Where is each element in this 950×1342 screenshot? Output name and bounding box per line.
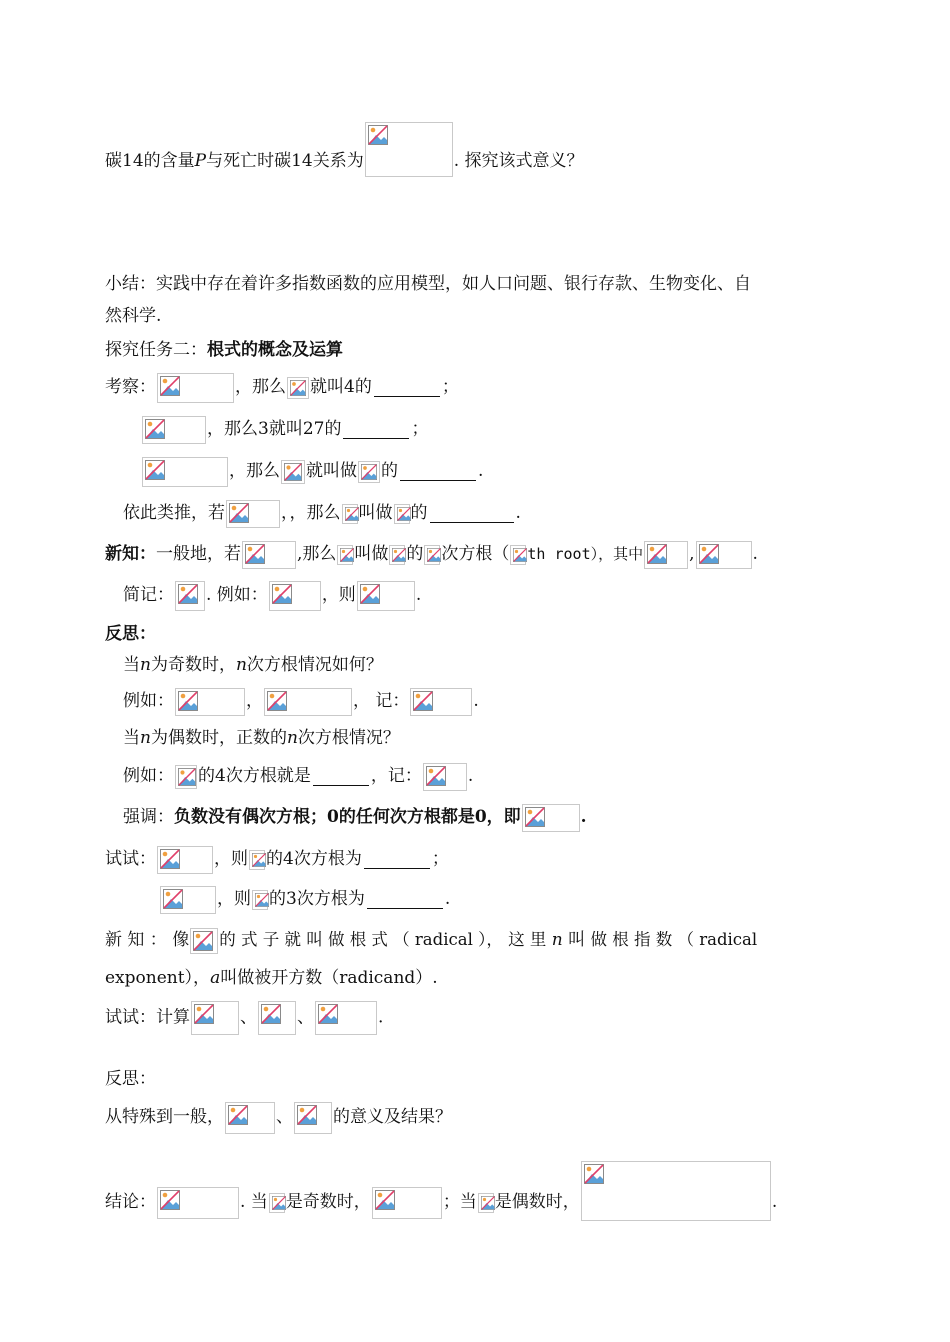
text: ，，那么	[281, 503, 341, 523]
reflect-heading-2	[105, 1063, 156, 1095]
formula-image-icon	[175, 688, 245, 716]
text: 的	[406, 544, 424, 564]
text: ，	[246, 691, 263, 711]
text: 的 式 子 就 叫 做 根 式 （ radical ）， 这 里	[219, 930, 547, 949]
carbon-14-line	[105, 122, 584, 171]
text: ,那么	[297, 544, 337, 564]
formula-image-icon	[365, 122, 453, 177]
formula-image-icon	[294, 1102, 332, 1134]
text: 叫做被开方数（radicand）.	[220, 968, 438, 988]
formula-image-icon	[510, 545, 526, 565]
text: ；当	[442, 1192, 477, 1212]
emphasis-line	[123, 801, 587, 833]
text: ，则	[217, 889, 251, 909]
fill-blank[interactable]	[343, 420, 409, 439]
formula-image-icon	[342, 504, 358, 524]
text: 的	[381, 461, 398, 481]
new-knowledge-line	[105, 538, 758, 570]
label: 试试：	[105, 849, 156, 869]
formula-image-icon	[258, 1001, 296, 1035]
formula-image-icon	[269, 1193, 285, 1213]
text: 、	[297, 1007, 314, 1028]
text: 、	[240, 1007, 257, 1028]
text: .	[473, 691, 479, 711]
new-knowledge-2	[105, 924, 757, 956]
try-line-1	[105, 843, 449, 875]
text: 为偶数时，正数的	[150, 728, 287, 748]
text: ，那么	[235, 377, 286, 397]
formula-image-icon	[581, 1161, 771, 1221]
text: ；	[431, 849, 449, 869]
try-compute-line	[105, 1001, 383, 1033]
text: th root），其中	[527, 545, 644, 563]
text: 依此类推，若	[123, 503, 225, 523]
formula-image-icon	[424, 545, 440, 565]
even-question	[123, 722, 400, 754]
formula-image-icon	[157, 373, 234, 403]
formula-image-icon	[242, 541, 296, 569]
text: .	[580, 807, 587, 827]
formula-image-icon	[157, 846, 213, 874]
text: ；	[411, 419, 429, 439]
formula-image-icon	[175, 765, 197, 789]
label: 反思：	[105, 1069, 156, 1089]
text: 的	[410, 503, 428, 523]
text: 是偶数时，	[494, 1192, 580, 1212]
text: 的4次方根就是	[198, 766, 311, 786]
label: 反思：	[105, 624, 156, 644]
text: . 例如：	[206, 585, 268, 605]
formula-image-icon	[225, 1102, 275, 1134]
label: 考察：	[105, 377, 156, 397]
formula-image-icon	[410, 688, 472, 716]
text: 为奇数时，	[150, 655, 236, 675]
variable-n: n	[551, 930, 563, 950]
text: 次方根（	[441, 544, 510, 564]
formula-image-icon	[478, 1193, 494, 1213]
fill-blank[interactable]	[400, 462, 476, 481]
text: 的3次方根为	[269, 889, 365, 909]
special-general-line	[105, 1101, 452, 1133]
text: ， 记：	[353, 691, 410, 711]
text: exponent），	[105, 968, 211, 988]
summary-text: 然科学.	[105, 306, 162, 326]
text: 结论：	[105, 1192, 156, 1212]
text: 叫做	[354, 544, 389, 564]
text: . 探究该式意义？	[453, 150, 584, 171]
text: 次方根情况？	[297, 728, 400, 748]
odd-question	[123, 649, 383, 681]
summary-line-2	[105, 300, 161, 332]
fill-blank[interactable]	[367, 890, 443, 909]
fill-blank[interactable]	[313, 767, 369, 786]
reflect-heading	[105, 618, 156, 650]
formula-image-icon	[160, 886, 216, 914]
formula-image-icon	[357, 581, 415, 611]
notation-line	[123, 579, 421, 611]
text: 例如：	[123, 766, 174, 786]
analog-line	[123, 497, 521, 529]
formula-image-icon	[522, 804, 580, 832]
formula-image-icon	[696, 541, 752, 569]
text: 任务二：	[139, 340, 207, 360]
text: ，则	[214, 849, 248, 869]
text: 例如：	[123, 691, 174, 711]
formula-image-icon	[644, 541, 688, 569]
variable-n: n	[286, 728, 298, 748]
observe-line-2	[141, 413, 428, 445]
text: .	[478, 461, 484, 481]
formula-image-icon	[142, 457, 228, 487]
text: .	[771, 1192, 778, 1212]
formula-image-icon	[252, 890, 268, 910]
text: 叫	[568, 930, 586, 950]
variable-n: n	[140, 655, 151, 675]
text: 当	[123, 655, 140, 675]
formula-image-icon	[389, 545, 405, 565]
text: .	[515, 503, 521, 523]
label: 新知：	[105, 544, 156, 564]
formula-image-icon	[269, 581, 321, 611]
text: ,	[689, 544, 695, 564]
formula-image-icon	[175, 581, 205, 611]
text: 强调：	[123, 807, 174, 827]
emphasis-text: 负数没有偶次方根；0的任何次方根都是0，即	[174, 807, 521, 827]
odd-example	[123, 685, 479, 717]
observe-line	[105, 371, 459, 403]
formula-image-icon	[264, 688, 352, 716]
text: 叫做	[358, 503, 393, 523]
formula-image-icon	[226, 500, 280, 528]
summary-line-1	[105, 268, 751, 300]
variable-a: a	[210, 968, 221, 988]
formula-image-icon	[142, 416, 206, 444]
formula-image-icon	[337, 545, 353, 565]
formula-image-icon	[287, 377, 309, 399]
fill-blank[interactable]	[430, 504, 514, 523]
summary-text: 小结：实践中存在着许多指数函数的应用模型，如人口问题、银行存款、生物变化、自	[105, 274, 751, 294]
observe-line-3	[141, 455, 483, 487]
formula-image-icon	[372, 1187, 442, 1219]
text: . 当	[240, 1192, 268, 1212]
text: 次方根情况如何？	[246, 655, 383, 675]
text: 做 根 指 数 （ radical	[590, 930, 758, 949]
text: ，那么3就叫27的	[207, 419, 342, 439]
conclusion-line	[105, 1161, 778, 1212]
text: 是奇数时，	[285, 1192, 371, 1212]
text: 从特殊到一般，	[105, 1107, 224, 1127]
text: 的4次方根为	[266, 849, 362, 869]
text: ，则	[321, 585, 356, 605]
text: 探究	[105, 340, 139, 360]
formula-image-icon	[190, 928, 218, 954]
text: 的意义及结果？	[333, 1107, 452, 1127]
variable-p: P	[194, 150, 207, 171]
formula-image-icon	[191, 1001, 239, 1035]
fill-blank[interactable]	[364, 850, 430, 869]
formula-image-icon	[157, 1187, 239, 1219]
text: 就叫4的	[310, 377, 372, 397]
variable-n: n	[140, 728, 151, 748]
text: 碳14的含量	[105, 150, 195, 171]
text: .	[752, 544, 758, 564]
text: 简记：	[123, 585, 174, 605]
formula-image-icon	[358, 461, 380, 483]
even-example	[123, 760, 473, 792]
text: 当	[123, 728, 140, 748]
new-knowledge-2b	[105, 962, 438, 994]
text: ；	[441, 377, 459, 397]
text: 与死亡时碳14关系为	[206, 150, 364, 171]
task2-heading	[105, 334, 343, 366]
text: 一般地，若	[156, 544, 241, 564]
text: ，那么	[229, 461, 280, 481]
section-title: 根式的概念及运算	[207, 340, 343, 360]
text: 试试：计算	[105, 1007, 190, 1028]
formula-image-icon	[394, 504, 410, 524]
text: 就叫做	[306, 461, 357, 481]
fill-blank[interactable]	[374, 378, 440, 397]
text: 新 知 ： 像	[105, 930, 190, 950]
formula-image-icon	[249, 850, 265, 870]
text: 、	[276, 1107, 293, 1127]
text: .	[444, 889, 451, 909]
formula-image-icon	[281, 460, 305, 484]
try-line-2	[159, 883, 450, 915]
text: .	[378, 1007, 384, 1028]
formula-image-icon	[423, 763, 467, 791]
variable-n: n	[235, 655, 247, 675]
text: ，记：	[370, 766, 422, 786]
text: .	[467, 766, 474, 786]
text: .	[415, 585, 422, 605]
formula-image-icon	[315, 1001, 377, 1035]
